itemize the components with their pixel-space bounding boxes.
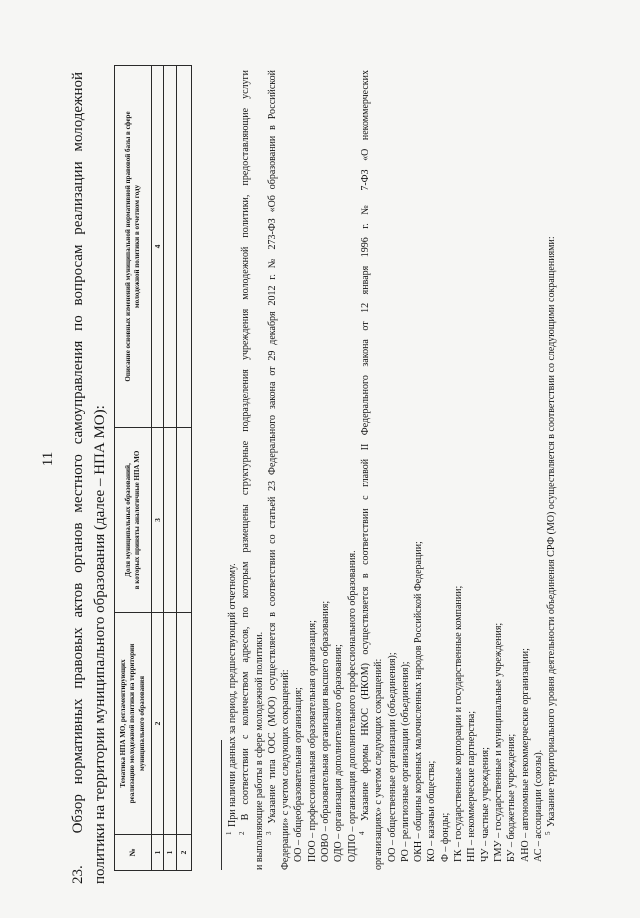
abbreviation-item: ОДО – организация дополнительного образования; [333, 644, 345, 862]
header-topic-line: муниципального образования [137, 675, 146, 772]
abbreviation-item: Ф – фонды; [439, 812, 451, 862]
header-topic [115, 613, 152, 835]
footnotes [226, 70, 558, 870]
footnote-text: Указание территориального уровня деятельности объединения СРФ (МО) осуществляется в соответствии со следующими сокращениями: [546, 236, 558, 827]
header-number [115, 835, 152, 871]
header-description-line: Описание основных изменений муниципальной нормативной правовой базы в сфере [123, 111, 132, 382]
abbreviation-item: НП – некоммерческие партнерства; [466, 711, 478, 862]
column-number: 3 [152, 428, 164, 613]
footnote-4-line-1 [359, 70, 372, 870]
description-cell [177, 66, 192, 428]
header-number-label: № [127, 848, 137, 857]
section-title-line-2: политики на территории муниципального образования (далее – НПА МО): [92, 405, 108, 884]
abbreviation-item: АНО – автономные некоммерческие организации; [519, 648, 531, 862]
row-number: 2 [177, 835, 192, 871]
footnote-1 [226, 70, 239, 870]
table-header-row [115, 66, 152, 871]
column-number: 1 [152, 835, 164, 871]
section-title [67, 72, 111, 884]
section-title-text-1: Обзор нормативных правовых актов органов местного самоуправления по вопросам реализации молодежной [70, 71, 86, 834]
column-number: 4 [152, 66, 164, 428]
abbreviation-item: ОДПО – организация дополнительного профессионального образования. [346, 550, 358, 862]
section-title-line-1 [67, 72, 89, 884]
abbreviation-item: БУ – бюджетные учреждения; [506, 733, 518, 862]
abbreviation-item: КО – казачьи общества; [426, 760, 438, 862]
header-description [115, 66, 152, 428]
footnote-2-line-2: и выполняющие работы в сфере молодежной политики. [253, 631, 265, 870]
abbreviation-item: ОО – общественные организации (объединения); [386, 652, 398, 862]
header-topic-line: реализацию молодежной политики на территории [128, 643, 137, 804]
abbreviation-item: ГК – государственные корпорации и государственные компании; [453, 585, 465, 862]
header-topic-line: Тематика НПА МО, регламентирующих [119, 659, 128, 788]
abbreviation-item: ПОО – профессиональная образовательная организация; [306, 620, 318, 862]
table-row [164, 66, 177, 871]
share-cell [164, 428, 177, 613]
column-number: 2 [152, 613, 164, 835]
footnote-separator [221, 740, 222, 870]
header-share-line: Доля муниципальных образований, [123, 463, 132, 577]
footnote-mark: 2 [238, 831, 247, 835]
footnote-3-line-2: Федерации» с учетом следующих сокращений: [280, 669, 292, 870]
abbreviation-item: ГМУ – государственные и муниципальные учреждения; [492, 622, 504, 862]
footnote-text: При наличии данных за период, предшествующий отчетному. [227, 563, 238, 827]
row-number: 1 [164, 835, 177, 871]
topic-cell [177, 613, 192, 835]
npa-table [114, 65, 192, 871]
footnote-5 [545, 70, 558, 870]
column-number-row [152, 66, 164, 871]
footnote-text: Указание типа ООС (МОО) осуществляется в соответствии со статьей 23 Федерального закона от 29 декабря 2012 г. № 273-ФЗ «Об образовании в Российской [266, 69, 278, 824]
abbreviation-item: ООВО – образовательная организация высшего образования; [320, 600, 332, 862]
abbreviation-item: АС – ассоциации (союзы). [532, 749, 544, 862]
abbreviation-item: ЧУ – частные учреждения; [479, 747, 491, 862]
abbreviation-item: РО – религиозные организации (объединения); [399, 661, 411, 862]
footnote-mark: 5 [544, 831, 553, 835]
footnote-3-line-1 [266, 70, 279, 870]
header-share-line: в которых приняты аналогичные НПА МО [133, 450, 141, 590]
table-row [177, 66, 192, 871]
footnote-4-line-2: организациях» с учетом следующих сокращений: [373, 658, 385, 870]
footnote-text: В соответствии с количеством адресов, по которым размещены структурные подразделения учреждения молодежной политики, предоставляющие услуги [240, 70, 252, 821]
abbreviation-item: ОО – общеобразовательная организация; [293, 687, 305, 862]
footnote-mark: 1 [225, 831, 233, 835]
share-cell [177, 428, 192, 613]
abbreviation-item: ОКН – общины коренных малочисленных народов Российской Федерации; [413, 541, 425, 862]
description-cell [164, 66, 177, 428]
footnote-text: Указание формы НКОС (НКОМ) осуществляется в соответствии с главой II Федерального закона от 12 января 1996 г. № 7-ФЗ «О некоммерческих [359, 69, 371, 821]
footnote-mark: 3 [264, 831, 273, 835]
topic-cell [164, 613, 177, 835]
footnote-2-line-1 [239, 70, 252, 870]
footnote-mark: 4 [357, 831, 366, 835]
page-number: 11 [40, 451, 56, 467]
section-number: 23. [70, 865, 86, 884]
header-description-line: молодежной политики в отчетном году [133, 184, 141, 309]
header-share [115, 428, 152, 613]
